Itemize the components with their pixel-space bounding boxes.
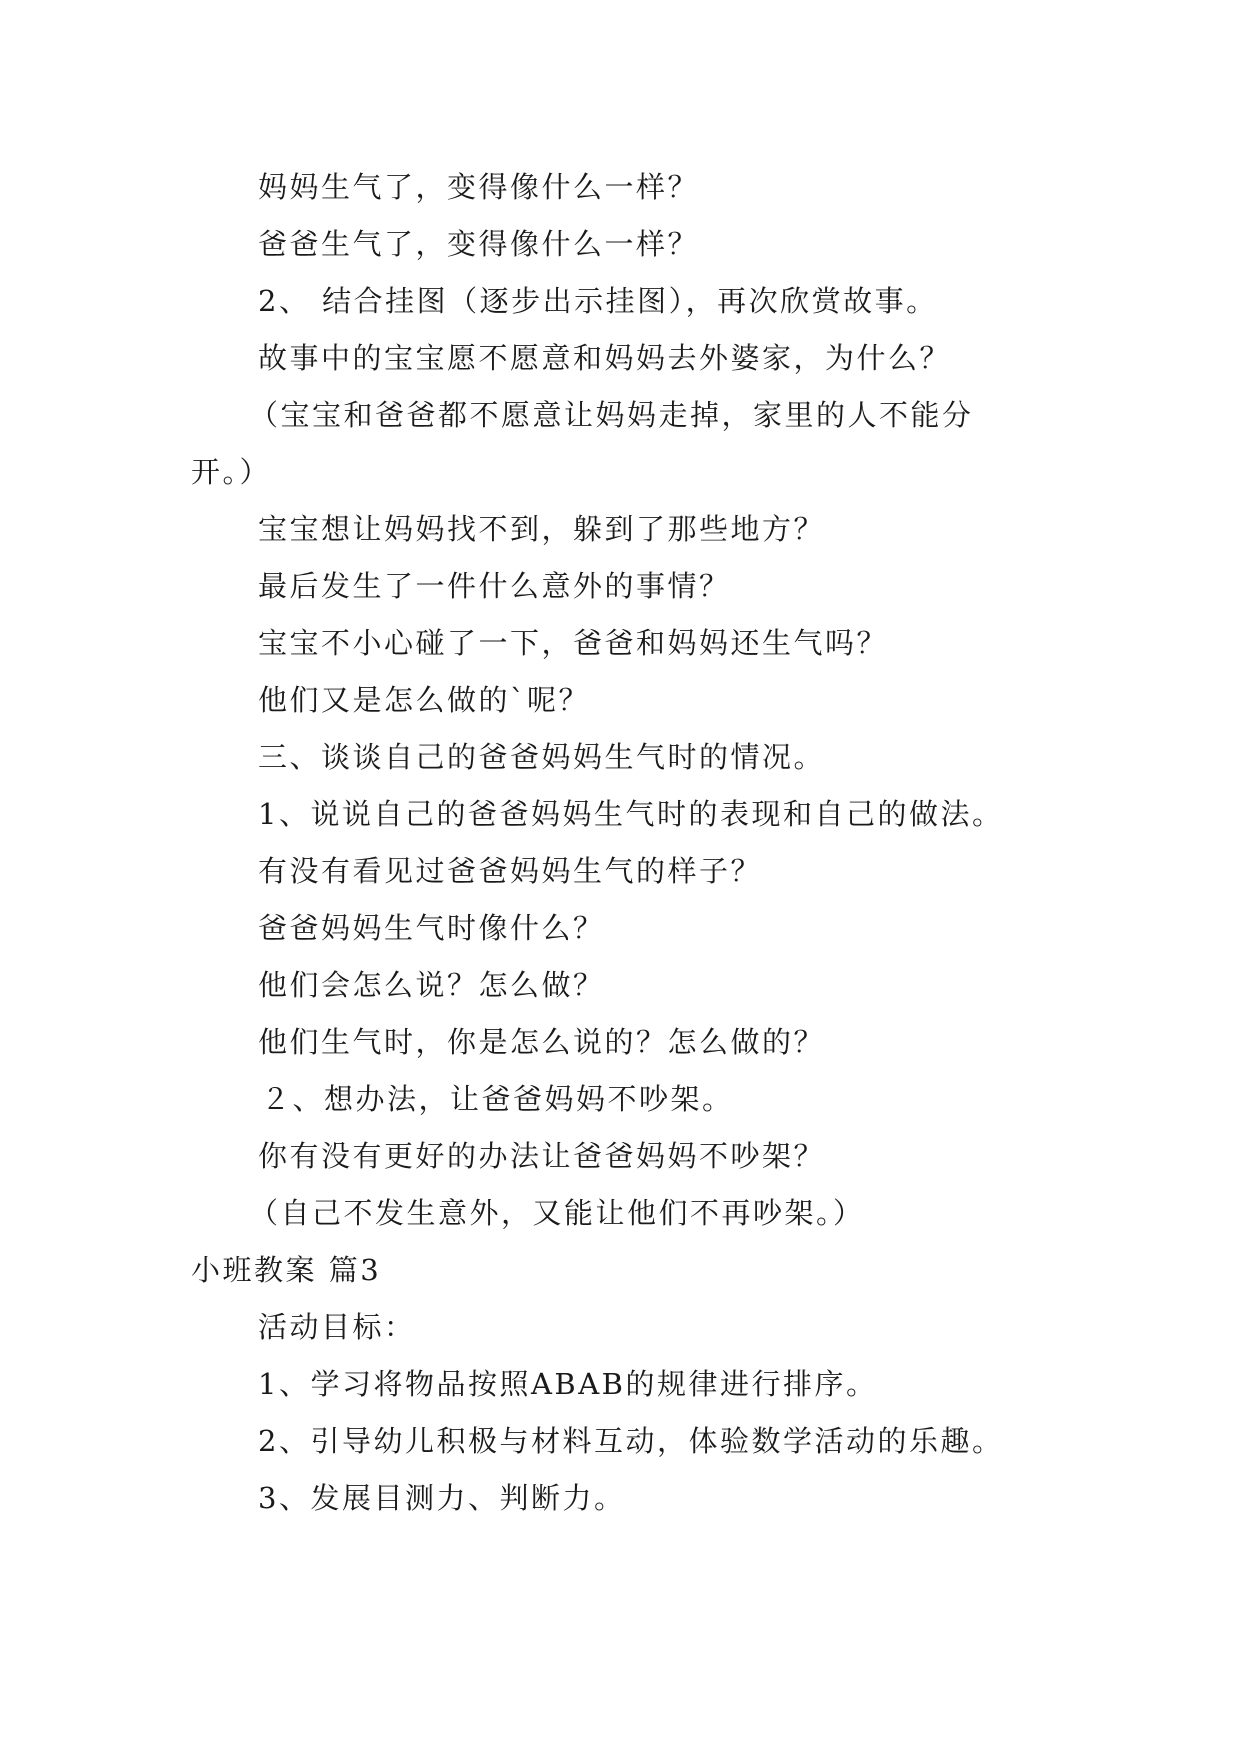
paragraph-line: 3、发展目测力、判断力。 — [258, 1481, 626, 1515]
paragraph-line: （自己不发生意外，又能让他们不再吵架。） — [249, 1196, 865, 1230]
paragraph-line: ２、想办法，让爸爸妈妈不吵架。 — [261, 1082, 734, 1116]
paragraph-line: 最后发生了一件什么意外的事情？ — [258, 569, 731, 603]
paragraph-line: 2、引导幼儿积极与材料互动，体验数学活动的乐趣。 — [258, 1424, 1004, 1458]
paragraph-line: 他们会怎么说？怎么做？ — [258, 968, 605, 1002]
paragraph-line: （宝宝和爸爸都不愿意让妈妈走掉，家里的人不能分 — [249, 398, 974, 432]
paragraph-line: 1、说说自己的爸爸妈妈生气时的表现和自己的做法。 — [258, 797, 1004, 831]
paragraph-line: 爸爸生气了，变得像什么一样？ — [258, 227, 700, 261]
paragraph-line: 宝宝想让妈妈找不到，躲到了那些地方？ — [258, 512, 826, 546]
paragraph-line: 妈妈生气了，变得像什么一样？ — [258, 170, 700, 204]
paragraph-line: 爸爸妈妈生气时像什么？ — [258, 911, 605, 945]
paragraph-line: 故事中的宝宝愿不愿意和妈妈去外婆家，为什么？ — [258, 341, 952, 375]
paragraph-line: 1、学习将物品按照ABAB的规律进行排序。 — [258, 1367, 878, 1401]
paragraph-line: 活动目标： — [258, 1310, 416, 1344]
paragraph-line: 有没有看见过爸爸妈妈生气的样子？ — [258, 854, 763, 888]
paragraph-line: 他们又是怎么做的`呢？ — [258, 683, 591, 717]
section-heading: 三、谈谈自己的爸爸妈妈生气时的情况。 — [258, 740, 826, 774]
paragraph-line: 2、 结合挂图（逐步出示挂图），再次欣赏故事。 — [258, 284, 938, 318]
paragraph-line: 你有没有更好的办法让爸爸妈妈不吵架？ — [258, 1139, 826, 1173]
document-body — [191, 159, 1061, 1527]
paragraph-line: 他们生气时，你是怎么说的？怎么做的？ — [258, 1025, 826, 1059]
paragraph-line: 宝宝不小心碰了一下，爸爸和妈妈还生气吗？ — [258, 626, 889, 660]
paragraph-line: 开。） — [191, 455, 272, 489]
section-title: 小班教案 篇3 — [191, 1253, 382, 1287]
